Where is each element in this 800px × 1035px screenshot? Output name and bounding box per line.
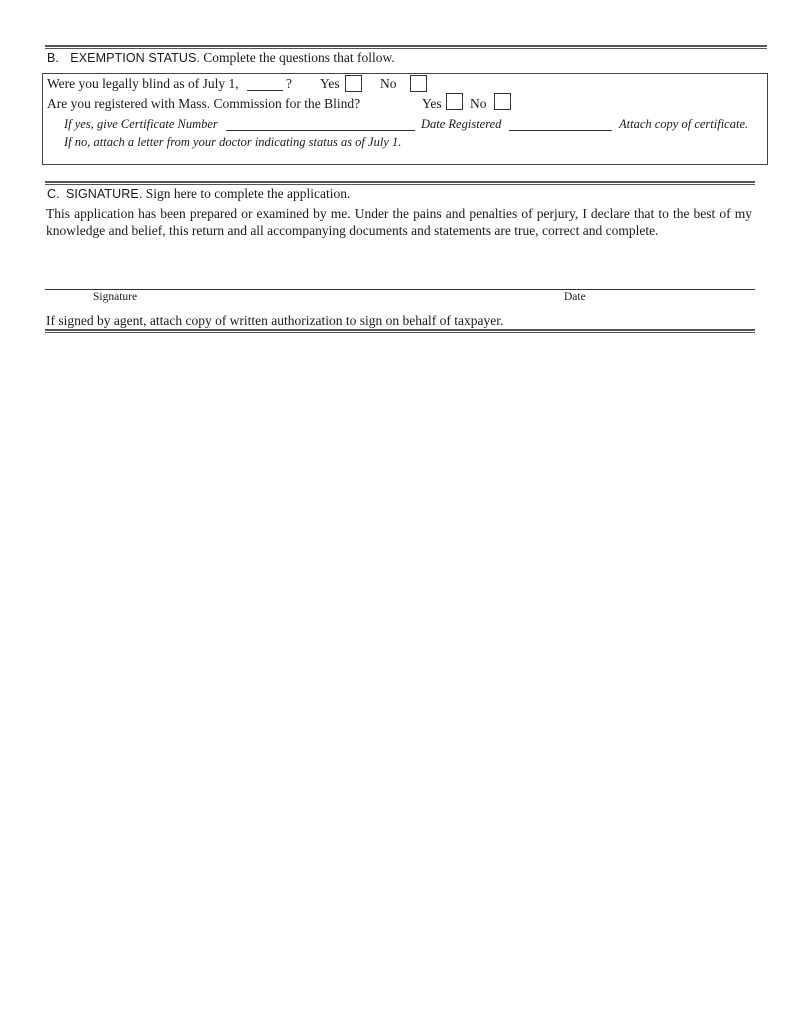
q1-yes-label: Yes — [320, 76, 340, 91]
q2-no-checkbox[interactable] — [494, 93, 511, 110]
q1-text-before: Were you legally blind as of July 1, — [47, 76, 239, 91]
q2-no-label: No — [470, 96, 487, 111]
agent-authorization-note: If signed by agent, attach copy of written authorization to sign on behalf of taxpayer. — [46, 313, 504, 328]
section-c-heading — [47, 186, 350, 202]
q1-no-checkbox[interactable] — [410, 75, 427, 92]
q2-text: Are you registered with Mass. Commission for the Blind? — [47, 96, 361, 111]
certificate-number-label: If yes, give Certificate Number — [64, 117, 218, 131]
q2-yes-checkbox[interactable] — [446, 93, 463, 110]
section-b-heading — [47, 50, 395, 66]
section-b-letter: B. — [47, 51, 60, 65]
signature-label: Signature — [93, 291, 138, 303]
q2-yes-label: Yes — [422, 96, 442, 111]
section-c-instruction: Sign here to complete the application. — [145, 186, 351, 201]
section-c-top-rule — [45, 181, 755, 185]
attach-certificate-note: Attach copy of certificate. — [619, 117, 749, 131]
section-c-letter: C. — [47, 187, 60, 201]
date-label: Date — [564, 291, 586, 303]
q1-no-label: No — [380, 76, 397, 91]
certificate-number-field[interactable] — [226, 130, 415, 131]
section-c-bottom-rule — [45, 329, 755, 333]
q1-year-field[interactable] — [247, 90, 283, 91]
date-registered-label: Date Registered — [421, 117, 502, 131]
q1-yes-checkbox[interactable] — [345, 75, 362, 92]
signature-date-field[interactable] — [540, 268, 754, 290]
section-b-top-rule — [45, 45, 767, 49]
signature-field[interactable] — [45, 268, 529, 290]
if-no-note: If no, attach a letter from your doctor indicating status as of July 1. — [64, 135, 402, 149]
section-b-title: EXEMPTION STATUS. — [70, 51, 200, 65]
declaration-text: This application has been prepared or examined by me. Under the pains and penalties of perjury, I declare that to the best of my knowledge and belief, this return and all accompanying documents and statements are true, correct and complete. — [46, 206, 752, 238]
date-registered-field[interactable] — [509, 130, 612, 131]
q1-text-after: ? — [286, 76, 292, 91]
section-c-title: SIGNATURE. — [65, 187, 143, 201]
section-b-instruction: Complete the questions that follow. — [203, 50, 395, 65]
